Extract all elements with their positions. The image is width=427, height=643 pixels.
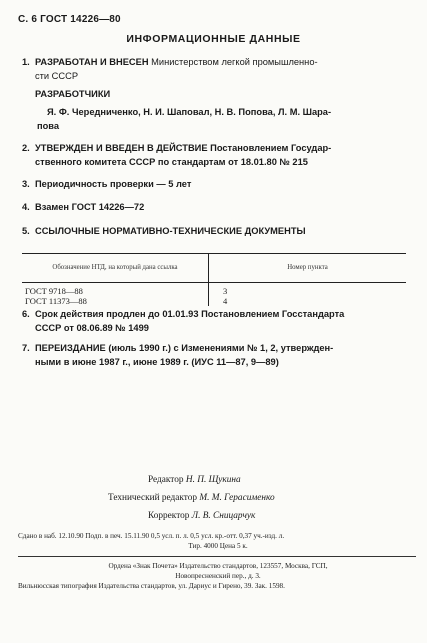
section-7-rest: (июль 1990 г.) с Изменениями № 1, 2, утвержден- xyxy=(105,343,334,353)
section-7-line2: ными в июне 1987 г., июне 1989 г. (ИУС 11—87, 9—89) xyxy=(35,356,279,367)
table-row xyxy=(22,283,406,297)
section-7-number: 7. xyxy=(22,343,30,353)
tech-editor-name: М. М. Герасименко xyxy=(199,493,275,503)
section-3-number: 3. xyxy=(22,179,30,189)
section-4-number: 4. xyxy=(22,202,30,212)
ntd-header-item: Номер пункта xyxy=(209,254,407,283)
section-3-text: Периодичность проверки — 5 лет xyxy=(35,179,192,189)
ntd-cell-item: 4 xyxy=(223,295,228,306)
section-4-text: Взамен ГОСТ 14226—72 xyxy=(35,202,145,212)
section-2-rest: Постановлением Государ- xyxy=(207,143,332,153)
ntd-cell-item: 3 xyxy=(223,286,228,296)
section-5-number: 5. xyxy=(22,226,30,236)
section-5-text: ССЫЛОЧНЫЕ НОРМАТИВНО-ТЕХНИЧЕСКИЕ ДОКУМЕНТЫ xyxy=(35,226,306,236)
section-1-rest: Министерством легкой промышленно- xyxy=(148,57,318,67)
imprint-print-data xyxy=(18,532,418,551)
imprint-line-1: Сдано в наб. 12.10.90 Подп. в печ. 15.11.90 0,5 усл. п. л. 0,5 усл. кр.-отт. 0,37 уч.-изд. л. xyxy=(18,532,285,540)
divider xyxy=(18,556,416,557)
editor-name: Н. П. Щукина xyxy=(185,475,241,485)
section-1-number: 1. xyxy=(22,57,30,67)
section-1 xyxy=(22,56,402,83)
tech-editor-role: Технический редактор xyxy=(108,493,198,503)
proofreader-role: Корректор xyxy=(148,511,190,521)
developers-line-2: пова xyxy=(37,120,60,131)
imprint-line-2: Тир. 4000 Цена 5 к. xyxy=(188,541,248,550)
proofreader-line xyxy=(148,511,255,521)
section-2-number: 2. xyxy=(22,143,30,153)
page-header: С. 6 ГОСТ 14226—80 xyxy=(18,14,121,25)
section-6-line2: СССР от 08.06.89 № 1499 xyxy=(35,322,149,333)
section-7 xyxy=(22,342,402,369)
section-6 xyxy=(22,308,402,335)
section-2-line2: ственного комитета СССР по стандартам от 18.01.80 № 215 xyxy=(35,156,308,167)
tech-editor-line xyxy=(108,493,275,503)
editor-role: Редактор xyxy=(148,475,184,485)
section-2 xyxy=(22,142,402,169)
ntd-header-doc: Обозначение НТД, на который дана ссылка xyxy=(22,254,209,283)
section-6-line1: Срок действия продлен до 01.01.93 Постановлением Госстандарта xyxy=(35,309,345,319)
section-1-lead: РАЗРАБОТАН И ВНЕСЕН xyxy=(35,57,149,67)
page-title: ИНФОРМАЦИОННЫЕ ДАННЫЕ xyxy=(126,33,301,45)
section-1-line2: сти СССР xyxy=(35,70,79,81)
section-7-lead: ПЕРЕИЗДАНИЕ xyxy=(35,343,106,353)
developers-heading: РАЗРАБОТЧИКИ xyxy=(35,89,111,99)
table-row xyxy=(22,297,406,307)
ntd-table xyxy=(22,253,406,306)
imprint-publisher xyxy=(18,562,418,592)
section-4 xyxy=(22,201,402,215)
developers-list xyxy=(37,106,407,133)
section-6-number: 6. xyxy=(22,309,30,319)
imprint-line-5: Вильнюсская типография Издательства стандартов, ул. Дариус и Гирено, 39. Зак. 1598. xyxy=(18,582,285,590)
proofreader-name: Л. В. Сницарчук xyxy=(191,511,256,521)
editor-line xyxy=(148,475,241,485)
imprint-line-3: Ордена «Знак Почета» Издательство стандартов, 123557, Москва, ГСП, xyxy=(108,562,328,570)
section-2-lead: УТВЕРЖДЕН И ВВЕДЕН В ДЕЙСТВИЕ xyxy=(35,143,208,153)
ntd-cell-doc: ГОСТ 11373—88 xyxy=(22,297,209,307)
section-3 xyxy=(22,178,402,192)
imprint-line-4: Новопресненский пер., д. 3. xyxy=(175,571,261,580)
section-5 xyxy=(22,225,402,239)
ntd-cell-doc: ГОСТ 9718—88 xyxy=(22,283,209,297)
developers-line-1: Я. Ф. Чередниченко, Н. И. Шаповал, Н. В. Попова, Л. М. Шара- xyxy=(47,107,332,117)
